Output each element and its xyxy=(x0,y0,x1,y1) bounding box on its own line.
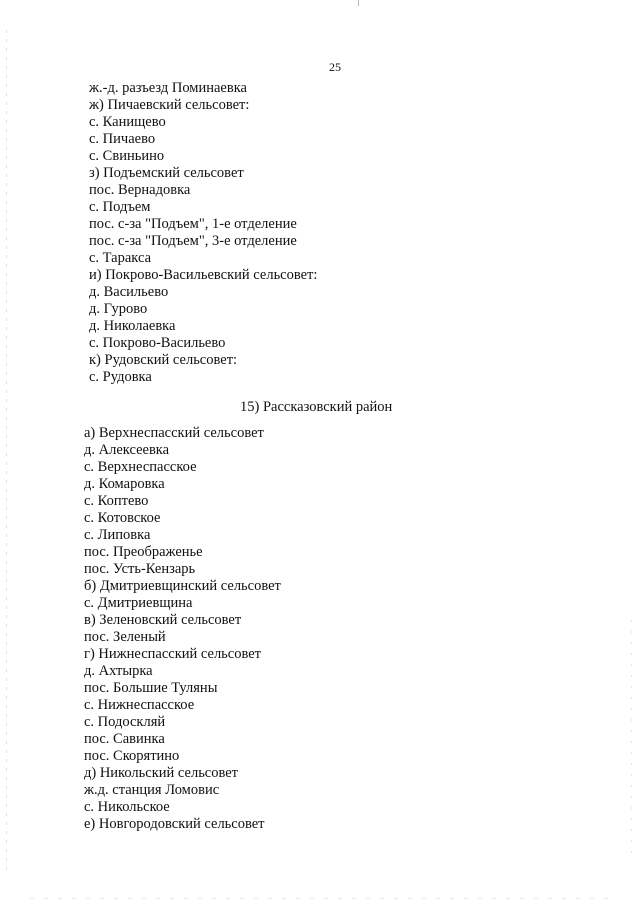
settlement-item: с. Никольское xyxy=(84,799,170,815)
council-heading: д) Никольский сельсовет xyxy=(84,765,239,781)
scan-artifact-left xyxy=(6,30,7,870)
settlement-item: с. Липовка xyxy=(84,527,151,543)
settlement-item: пос. Зеленый xyxy=(84,629,166,645)
council-heading: к) Рудовский сельсовет: xyxy=(89,352,238,368)
scan-artifact-bottom xyxy=(30,898,610,899)
settlement-item: пос. Преображенье xyxy=(84,544,203,560)
settlement-item: с. Коптево xyxy=(84,493,149,509)
council-heading: з) Подъемский сельсовет xyxy=(89,165,244,181)
council-heading: и) Покрово-Васильевский сельсовет: xyxy=(89,267,318,283)
council-heading: б) Дмитриевщинский сельсовет xyxy=(84,578,281,594)
section-heading: 15) Рассказовский район xyxy=(240,399,393,415)
settlement-item: пос. Скорятино xyxy=(84,748,180,764)
settlement-item: пос. Савинка xyxy=(84,731,165,747)
settlement-item: ж.-д. разъезд Поминаевка xyxy=(89,80,247,96)
settlement-item: с. Таракса xyxy=(89,250,152,266)
council-heading: ж) Пичаевский сельсовет: xyxy=(89,97,250,113)
settlement-item: с. Нижнеспасское xyxy=(84,697,195,713)
council-heading: в) Зеленовский сельсовет xyxy=(84,612,242,628)
settlement-item: д. Комаровка xyxy=(84,476,165,492)
settlement-item: с. Подъем xyxy=(89,199,151,215)
settlement-item: с. Подоскляй xyxy=(84,714,166,730)
settlement-item: с. Котовское xyxy=(84,510,161,526)
settlement-item: пос. Усть-Кензарь xyxy=(84,561,196,577)
settlement-item: д. Васильево xyxy=(89,284,169,300)
settlement-item: с. Дмитриевщина xyxy=(84,595,193,611)
settlement-item: д. Николаевка xyxy=(89,318,176,334)
settlement-item: д. Ахтырка xyxy=(84,663,153,679)
settlement-item: ж.д. станция Ломовис xyxy=(84,782,220,798)
settlement-item: с. Покрово-Васильево xyxy=(89,335,226,351)
settlement-item: с. Рудовка xyxy=(89,369,152,385)
settlement-item: с. Пичаево xyxy=(89,131,156,147)
page-number: 25 xyxy=(329,60,341,74)
settlement-item: д. Гурово xyxy=(89,301,148,317)
settlement-item: пос. Вернадовка xyxy=(89,182,191,198)
scan-artifact-right xyxy=(631,620,632,860)
settlement-item: д. Алексеевка xyxy=(84,442,170,458)
settlement-item: пос. с-за "Подъем", 1-е отделение xyxy=(89,216,297,232)
council-heading: г) Нижнеспасский сельсовет xyxy=(84,646,262,662)
settlement-item: с. Канищево xyxy=(89,114,166,130)
council-heading: а) Верхнеспасский сельсовет xyxy=(84,425,264,441)
settlement-list-rasskazovsky xyxy=(84,425,281,833)
settlement-item: с. Верхнеспасское xyxy=(84,459,197,475)
scan-artifact-top xyxy=(358,0,359,6)
settlement-item: с. Свиньино xyxy=(89,148,165,164)
settlement-list-continued xyxy=(89,80,317,386)
council-heading: е) Новгородовский сельсовет xyxy=(84,816,265,832)
settlement-item: пос. Большие Туляны xyxy=(84,680,218,696)
settlement-item: пос. с-за "Подъем", 3-е отделение xyxy=(89,233,297,249)
